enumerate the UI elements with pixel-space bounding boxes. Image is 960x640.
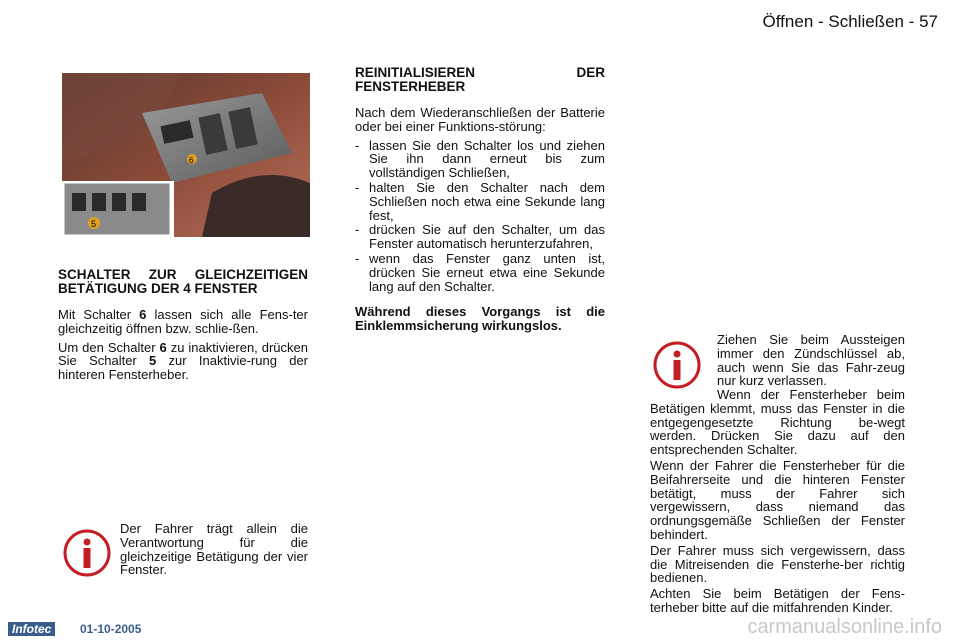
paragraph-passenger-windows: Wenn der Fahrer die Fensterheber für die Beifahrerseite und die hinteren Fenster betätigt, muss der Fahrer sich vergewissern, dass niemand das ordnungsgemäße Schließen der Fenster behindert. bbox=[650, 457, 905, 542]
page-header: Öffnen - Schließen - 57 bbox=[762, 12, 938, 31]
watermark: carmanualsonline.info bbox=[747, 616, 942, 638]
photo-label-6: 6 bbox=[189, 156, 194, 165]
section-heading-reinit: REINITIALISIEREN DER FENSTERHEBER bbox=[355, 65, 605, 94]
list-item: - halten Sie den Schalter nach dem Schließen noch etwa eine Sekunde lang fest, bbox=[355, 179, 605, 223]
infotec-logo: Infotec bbox=[8, 622, 55, 636]
right-column bbox=[650, 388, 905, 617]
paragraph-switch-6: Mit Schalter 6 lassen sich alle Fens-ter gleichzeitig öffnen bzw. schlie-ßen. bbox=[58, 307, 308, 336]
list-item: - lassen Sie den Schalter los und ziehen Sie ihn dann erneut bis zum vollständigen Schließen, bbox=[355, 137, 605, 181]
paragraph-jam: Wenn der Fensterheber beim Betätigen klemmt, muss das Fenster in die entgegengesetzte Richtung be-wegt werden. Drücken Sie dazu auf den entsprechenden Schalter. bbox=[650, 387, 905, 458]
section-heading-simultaneous: SCHALTER ZUR GLEICHZEITIGEN BETÄTIGUNG DER 4 FENSTER bbox=[58, 267, 308, 296]
list-item: - wenn das Fenster ganz unten ist, drücken Sie erneut etwa eine Sekunde lang auf den Schalter. bbox=[355, 250, 605, 294]
paragraph-passengers: Der Fahrer muss sich vergewissern, dass die Mitreisenden die Fensterhe-ber richtig bedienen. bbox=[650, 542, 905, 586]
reinit-steps-list bbox=[355, 139, 605, 294]
info-icon bbox=[652, 340, 702, 390]
footer-date: 01-10-2005 bbox=[80, 622, 142, 636]
note-driver-responsibility: Der Fahrer trägt allein die Verantwortung für die gleichzeitige Betätigung der vier Fenster. bbox=[120, 521, 308, 578]
list-item: - drücken Sie auf den Schalter, um das Fenster automatisch herunterzufahren, bbox=[355, 222, 605, 252]
paragraph-reinit-intro: Nach dem Wiederanschließen der Batterie oder bei einer Funktions-störung: bbox=[355, 105, 605, 134]
window-switch-photo bbox=[62, 73, 310, 237]
paragraph-children: Achten Sie beim Betätigen der Fens-terheber bitte auf die mitfahrenden Kinder. bbox=[650, 586, 905, 615]
left-column bbox=[58, 268, 308, 387]
photo-label-5: 5 bbox=[91, 219, 97, 229]
middle-column bbox=[355, 66, 605, 338]
info-icon bbox=[62, 528, 112, 578]
note-key: Ziehen Sie beim Aussteigen immer den Zündschlüssel ab, auch wenn Sie das Fahr-zeug nur kurz verlassen. bbox=[717, 332, 905, 389]
warning-text: Während dieses Vorgangs ist die Einklemmsicherung wirkungslos. bbox=[355, 304, 605, 334]
paragraph-deactivate: Um den Schalter 6 zu inaktivieren, drücken Sie Schalter 5 zur Inaktivie-rung der hinteren Fensterheber. bbox=[58, 339, 309, 383]
